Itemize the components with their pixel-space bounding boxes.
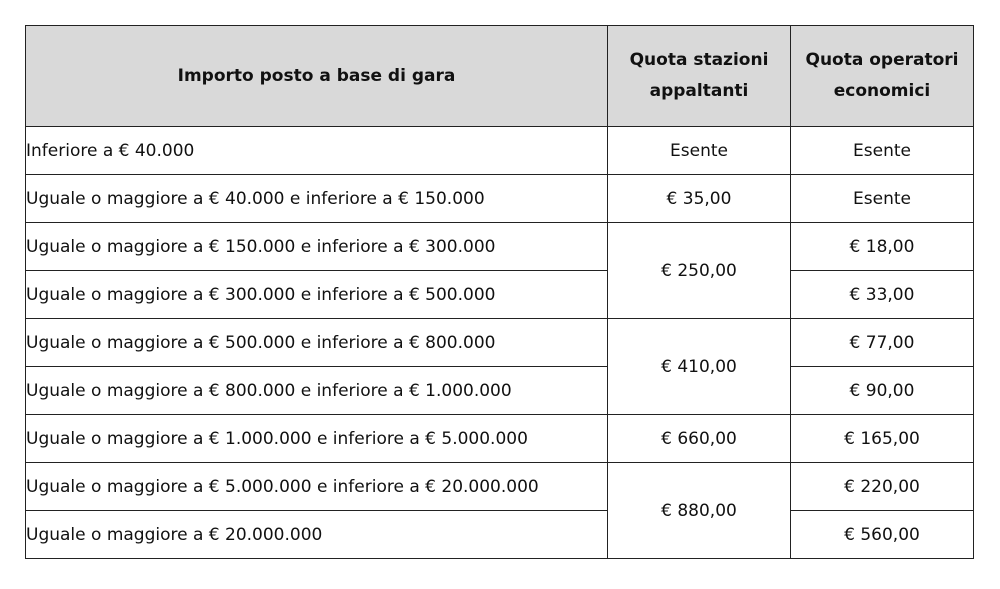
quota-stazioni-cell: € 660,00 — [608, 415, 791, 463]
fee-table — [25, 25, 974, 559]
range-cell: Uguale o maggiore a € 40.000 e inferiore a € 150.000 — [26, 175, 608, 223]
quota-operatori-cell: € 77,00 — [791, 319, 974, 367]
quota-stazioni-cell: € 35,00 — [608, 175, 791, 223]
table-row — [26, 511, 974, 559]
table-row — [26, 127, 974, 175]
quota-stazioni-cell: € 410,00 — [608, 319, 791, 415]
quota-operatori-cell: € 220,00 — [791, 463, 974, 511]
header-quota-operatori: Quota operatori economici — [791, 26, 974, 127]
range-cell: Uguale o maggiore a € 5.000.000 e inferiore a € 20.000.000 — [26, 463, 608, 511]
header-range: Importo posto a base di gara — [26, 26, 608, 127]
quota-operatori-cell: € 90,00 — [791, 367, 974, 415]
quota-operatori-cell: Esente — [791, 175, 974, 223]
quota-operatori-cell: € 18,00 — [791, 223, 974, 271]
quota-stazioni-cell: Esente — [608, 127, 791, 175]
quota-stazioni-cell: € 880,00 — [608, 463, 791, 559]
range-cell: Uguale o maggiore a € 300.000 e inferiore a € 500.000 — [26, 271, 608, 319]
table-row — [26, 415, 974, 463]
table-row — [26, 367, 974, 415]
range-cell: Uguale o maggiore a € 500.000 e inferiore a € 800.000 — [26, 319, 608, 367]
range-cell: Uguale o maggiore a € 800.000 e inferiore a € 1.000.000 — [26, 367, 608, 415]
range-cell: Inferiore a € 40.000 — [26, 127, 608, 175]
range-cell: Uguale o maggiore a € 20.000.000 — [26, 511, 608, 559]
table-row — [26, 463, 974, 511]
range-cell: Uguale o maggiore a € 1.000.000 e inferiore a € 5.000.000 — [26, 415, 608, 463]
table-row — [26, 319, 974, 367]
header-quota-stazioni: Quota stazioni appaltanti — [608, 26, 791, 127]
quota-operatori-cell: Esente — [791, 127, 974, 175]
quota-operatori-cell: € 165,00 — [791, 415, 974, 463]
table-row — [26, 223, 974, 271]
table-row — [26, 271, 974, 319]
quota-operatori-cell: € 33,00 — [791, 271, 974, 319]
table-row — [26, 175, 974, 223]
range-cell: Uguale o maggiore a € 150.000 e inferiore a € 300.000 — [26, 223, 608, 271]
quota-stazioni-cell: € 250,00 — [608, 223, 791, 319]
header-row — [26, 26, 974, 127]
quota-operatori-cell: € 560,00 — [791, 511, 974, 559]
